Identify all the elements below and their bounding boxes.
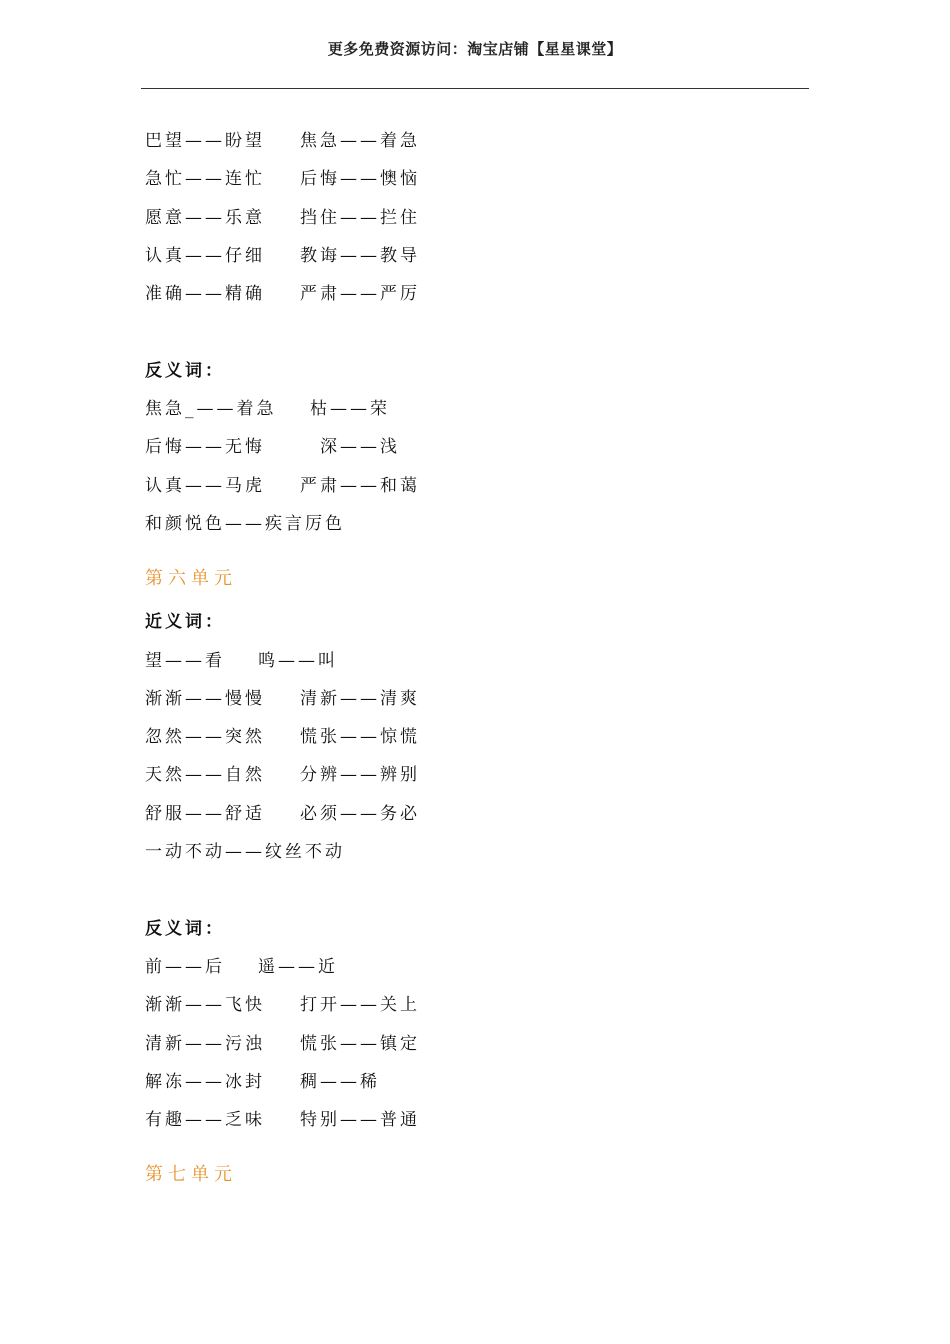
word-pair: 稠——稀 (300, 1071, 380, 1092)
word-pair-row (145, 795, 805, 833)
word-pair: 焦急_——着急 (145, 399, 277, 420)
blank-line (145, 871, 805, 909)
word-pair: 渐渐——飞快 (145, 995, 265, 1016)
word-pair-row (145, 160, 805, 198)
word-pair: 天然——自然 (145, 765, 265, 786)
word-pair: 望——看 (145, 650, 225, 671)
word-pair: 前——后 (145, 956, 225, 977)
word-pair-row (145, 122, 805, 160)
word-pair-row (145, 1101, 805, 1139)
word-pair: 解冻——冰封 (145, 1071, 265, 1092)
word-pair-single: 和颜悦色——疾言厉色 (145, 513, 345, 534)
word-pair: 挡住——拦住 (300, 207, 420, 228)
word-pair: 遥——近 (258, 956, 338, 977)
word-pair: 必须——务必 (300, 803, 420, 824)
word-pair: 急忙——连忙 (145, 169, 265, 190)
document-body (145, 122, 805, 1199)
page-header: 更多免费资源访问：淘宝店铺【星星课堂】 (327, 40, 623, 58)
word-pair: 焦急——着急 (300, 131, 420, 151)
word-pair: 舒服——舒适 (145, 803, 265, 824)
word-pair-row (145, 237, 805, 275)
word-pair: 后悔——懊恼 (300, 169, 420, 190)
word-pair-single: 一动不动——纹丝不动 (145, 842, 345, 863)
word-pair: 教诲——教导 (300, 245, 420, 266)
word-pair: 有趣——乏味 (145, 1110, 265, 1131)
word-pair: 慌张——镇定 (300, 1033, 420, 1054)
word-pair-row (145, 467, 805, 505)
word-pair: 严肃——严厉 (300, 284, 420, 305)
word-pair: 愿意——乐意 (145, 207, 265, 228)
word-pair: 特别——普通 (300, 1110, 420, 1131)
word-pair-row (145, 718, 805, 756)
word-pair: 渐渐——慢慢 (145, 688, 265, 709)
word-pair: 清新——清爽 (300, 688, 420, 709)
word-pair: 准确——精确 (145, 284, 265, 305)
word-pair: 打开——关上 (300, 995, 420, 1016)
word-pair: 分辨——辨别 (300, 765, 420, 786)
word-pair-row (145, 390, 805, 428)
synonyms-label: 近义词： (145, 612, 225, 633)
word-pair: 清新——污浊 (145, 1033, 265, 1054)
antonyms-label: 反义词： (145, 918, 225, 939)
word-pair: 深——浅 (320, 437, 400, 458)
word-pair-row (145, 1063, 805, 1101)
word-pair-row (145, 428, 805, 466)
word-pair-row (145, 642, 805, 680)
word-pair-row (145, 1025, 805, 1063)
antonyms-label: 反义词： (145, 360, 225, 381)
word-pair: 巴望——盼望 (145, 131, 265, 151)
word-pair-row (145, 199, 805, 237)
unit-seven-title: 第七单元 (145, 1164, 237, 1186)
header-divider (141, 88, 809, 89)
word-pair: 鸣——叫 (258, 650, 338, 671)
word-pair-row (145, 948, 805, 986)
word-pair: 忽然——突然 (145, 727, 265, 748)
word-pair: 慌张——惊慌 (300, 727, 420, 748)
word-pair: 后悔——无悔 (145, 437, 265, 458)
word-pair: 认真——马虎 (145, 475, 265, 496)
word-pair: 认真——仔细 (145, 245, 265, 266)
blank-line (145, 313, 805, 351)
word-pair-row (145, 756, 805, 794)
word-pair-row (145, 275, 805, 313)
word-pair-row (145, 986, 805, 1024)
word-pair: 枯——荣 (310, 399, 390, 420)
unit-six-title: 第六单元 (145, 568, 237, 590)
word-pair: 严肃——和蔼 (300, 475, 420, 496)
word-pair-row (145, 680, 805, 718)
